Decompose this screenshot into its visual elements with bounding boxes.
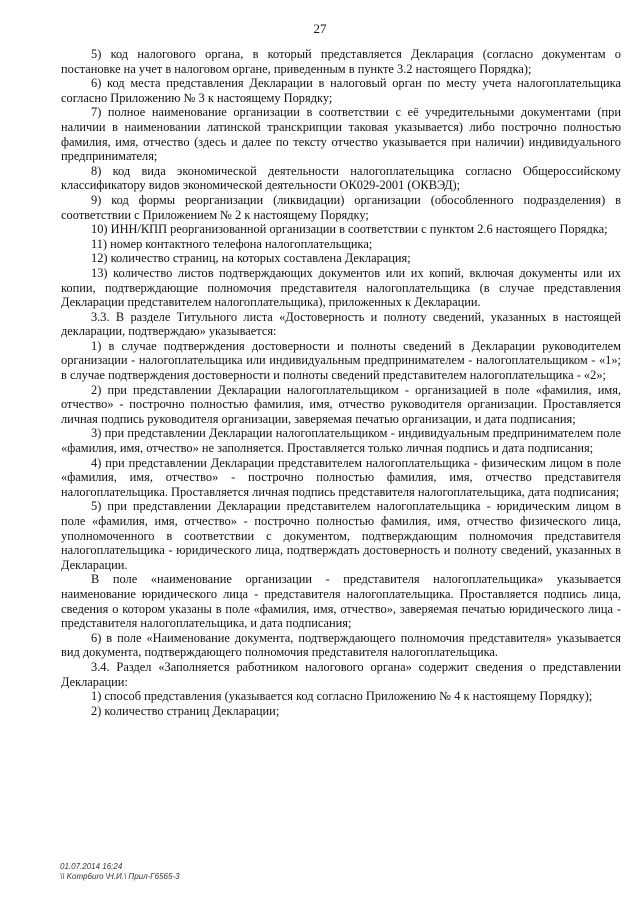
paragraph: 3) при представлении Декларации налогоплательщиком - индивидуальным предпринимателем поле «фамилия, имя, отчество» не заполняется. Проставляется только личная подпись и дата подписания; [61,426,621,456]
document-footer [60,862,180,882]
footer-file-path: \\ Komp6uro \Н.И.\ Прил-Г6565-3 [60,872,180,881]
paragraph: 7) полное наименование организации в соответствии с её учредительными документами (при наличии в наименовании латинской транскрипции таковая указывается) либо построчно полностью фамилия, имя, отчество (здесь и далее по тексту отчество указывается при наличии) индивидуального предпринимателя; [61,105,621,164]
footer-timestamp: 01.07.2014 16:24 [60,862,123,871]
section-heading-paragraph: 3.3. В разделе Титульного листа «Достоверность и полноту сведений, указанных в настоящей декларации, подтверждаю» указывается: [61,309,621,339]
paragraph: 10) ИНН/КПП реорганизованной организации в соответствии с пунктом 2.6 настоящего Порядка; [91,222,608,237]
document-body [61,47,621,718]
paragraph: 1) в случае подтверждения достоверности и полноты сведений в Декларации руководителем организации - налогоплательщика или индивидуальным предпринимателем - налогоплательщиком - «1»; в случае подтверждения достоверности и полноты сведений представителем налогоплательщика - «2»; [61,338,621,383]
paragraph: 1) способ представления (указывается код согласно Приложению № 4 к настоящему Порядку); [91,689,593,704]
paragraph: 4) при представлении Декларации представителем налогоплательщика - физическим лицом в поле «фамилия, имя, отчество» - построчно полностью фамилия, имя, отчество представителя налогоплательщика. Проставляется личная подпись представителя налогоплательщика, дата подписания; [61,455,621,499]
paragraph: 5) код налогового органа, в который представляется Декларация (согласно документам о постановке на учет в налоговом органе, приведенным в пункте 3.2 настоящего Порядка); [61,47,621,76]
paragraph: 8) код вида экономической деятельности налогоплательщика согласно Общероссийскому классификатору видов экономической деятельности ОК029-2001 (ОКВЭД); [61,163,621,193]
page-number: 27 [313,21,327,36]
paragraph: 2) количество страниц Декларации; [91,703,280,718]
section-heading-paragraph: 3.4. Раздел «Заполняется работником налогового органа» содержит сведения о представлении Декларации: [61,659,621,689]
paragraph: 11) номер контактного телефона налогоплательщика; [91,236,373,251]
paragraph: В поле «наименование организации - представителя налогоплательщика» указывается наименование юридического лица - представителя налогоплательщика. Проставляется подпись лица, сведения о котором указаны в поле «фамилия, имя, отчество», заверяемая печатью юридического лица - представителя налогоплательщика, и дата подписания; [61,572,621,631]
paragraph: 5) при представлении Декларации представителем налогоплательщика - юридическим лицом в поле «фамилия, имя, отчество» - построчно полностью фамилия, имя, отчество физического лица, уполномоченного в соответствии с документом, подтверждающим полномочия представителя налогоплательщика - юридического лица, подтверждать достоверность и полноту сведений, указанных в Декларации. [61,499,621,572]
paragraph: 6) код места представления Декларации в налоговый орган по месту учета налогоплательщика согласно Приложению № 3 к настоящему Порядку; [61,76,621,105]
paragraph: 12) количество страниц, на которых составлена Декларация; [91,251,411,266]
paragraph: 6) в поле «Наименование документа, подтверждающего полномочия представителя» указывается вид документа, подтверждающего полномочия представителя налогоплательщика. [61,630,621,660]
paragraph: 9) код формы реорганизации (ликвидации) организации (обособленного подразделения) в соответствии с Приложением № 2 к настоящему Порядку; [61,192,621,222]
paragraph: 2) при представлении Декларации налогоплательщиком - организацией в поле «фамилия, имя, отчество» - построчно полностью фамилия, имя, отчество руководителя организации. Проставляется личная подпись руководителя организации, заверяемая печатью организации, и дата подписания; [61,382,621,426]
paragraph: 13) количество листов подтверждающих документов или их копий, включая документы или их копии, подтверждающие полномочия представителя налогоплательщика (в случае представления Декларации представителем налогоплательщика), приложенных к Декларации. [61,265,621,310]
